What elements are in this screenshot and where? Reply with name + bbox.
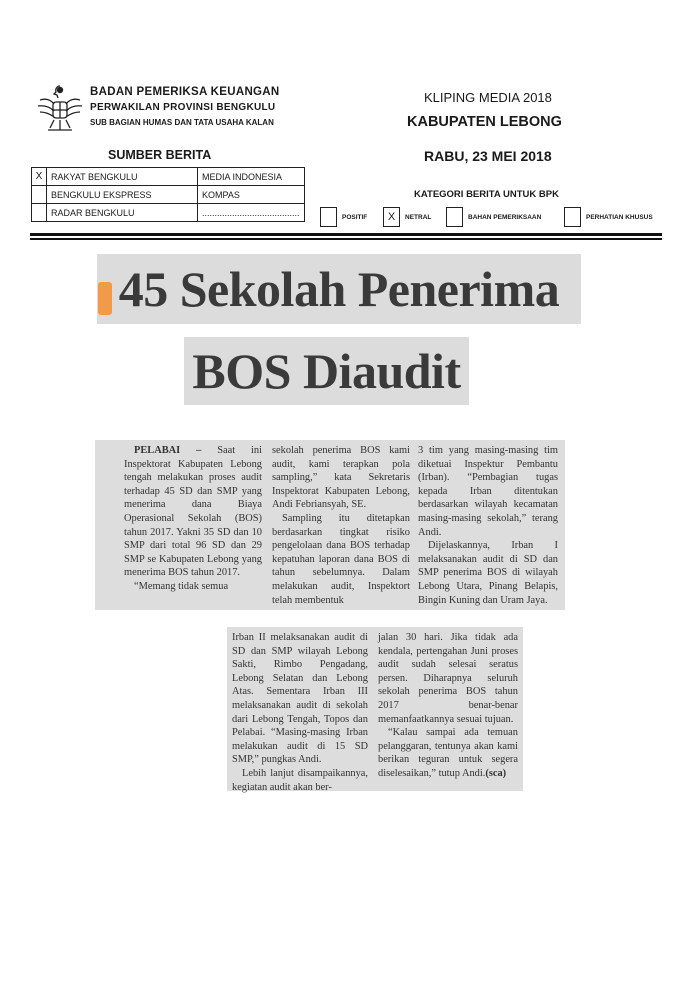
news-source-table [31, 167, 305, 222]
article-column-2 [272, 444, 410, 604]
org-name-line2: PERWAKILAN PROVINSI BENGKULU [90, 102, 276, 113]
header-divider [30, 233, 662, 236]
category-section-title: KATEGORI BERITA UNTUK BPK [414, 189, 559, 200]
source-name: KOMPAS [198, 186, 305, 204]
date-label: RABU, 23 MEI 2018 [424, 148, 552, 164]
byline: (sca) [485, 767, 507, 779]
source-checkbox[interactable]: X [32, 168, 47, 186]
article-paragraph [124, 444, 262, 580]
source-checkbox[interactable] [32, 186, 47, 204]
article-column-3 [418, 444, 558, 604]
source-name: RADAR BENGKULU [47, 204, 198, 222]
kabupaten-title: KABUPATEN LEBONG [407, 114, 562, 130]
highlight-mark [98, 282, 112, 315]
org-name-line3: SUB BAGIAN HUMAS DAN TATA USAHA KALAN [90, 118, 274, 127]
source-name: RAKYAT BENGKULU [47, 168, 198, 186]
article-paragraph: 3 tim yang masing-masing tim diketuai Inspektur Pembantu (Irban). “Pembagian tugas kepada Irban ditentukan berdasarkan wilayah kecamatan masing-masing sekolah,” terang Andi. [418, 445, 558, 538]
article-column-4 [232, 631, 368, 793]
source-checkbox[interactable] [32, 204, 47, 222]
paragraph-text: Saat ini Inspektorat Kabupaten Lebong tengah melakukan proses audit terhadap 45 SD dan SMP yang menerima dana Biaya Operasional Sekolah (BOS) tahun 2017. Yakni 35 SD dan 10 SMP dari total 96 SD dan 29 SMP se Kabupaten Lebong yang menerima BOS tahun 2017. [124, 445, 263, 579]
headline-line1: 45 Sekolah Penerima [97, 254, 581, 324]
category-label: NETRAL [405, 213, 432, 221]
source-name: BENGKULU EKSPRESS [47, 186, 198, 204]
article-paragraph: Lebih lanjut disampaikannya, kegiatan audit akan ber- [232, 767, 368, 793]
source-name: ....................................... [198, 204, 305, 222]
headline-line2: BOS Diaudit [184, 337, 469, 405]
source-section-title: SUMBER BERITA [108, 148, 212, 162]
article-paragraph [378, 726, 518, 780]
category-label: POSITIF [342, 213, 368, 221]
header-divider [30, 238, 662, 240]
category-checkbox[interactable] [446, 207, 463, 227]
category-netral[interactable] [383, 207, 431, 227]
category-perhatian-khusus[interactable] [564, 207, 653, 227]
category-label: PERHATIAN KHUSUS [586, 213, 653, 221]
article-paragraph: jalan 30 hari. Jika tidak ada kendala, pertengahan Juni proses audit sudah selesai seratus persen. Diharapnya seluruh sekolah penerima BOS tahun 2017 benar-benar memanfaatkannya sesuai tujuan. [378, 632, 518, 725]
paragraph-text: “Kalau sampai ada temuan pelanggaran, tentunya akan kami berikan teguran untuk segera diselesaikan,” tutup Andi. [378, 727, 518, 779]
article-paragraph: Dijelaskannya, Irban I melaksanakan audit di SD dan SMP penerima BOS di wilayah Lebong Utara, Pinang Belapis, Bingin Kuning dan Uram Jaya. [418, 540, 558, 606]
article-paragraph: Irban II melaksanakan audit di SD dan SMP wilayah Lebong Sakti, Rimbo Pengadang, Lebong Selatan dan Lebong Atas. Sementara Irban III melaksanakan audit di sekolah dari Lebong Tengah, Topos dan Pelabai. “Masing-masing Irban melakukan audit di 15 SD SMP,” pungkas Andi. [232, 632, 368, 766]
garuda-emblem-icon [36, 80, 84, 134]
article-column-5 [378, 631, 518, 787]
article-paragraph: Sampling itu ditetapkan berdasarkan tingkat risiko pengelolaan dana BOS terhadap kepatuhan laporan dana BOS di tahun sebelumnya. Dalam melakukan audit, Inspektort telah membentuk [272, 512, 410, 606]
category-checkbox[interactable] [564, 207, 581, 227]
category-checkbox[interactable]: X [383, 207, 400, 227]
category-checkbox[interactable] [320, 207, 337, 227]
table-row [32, 186, 305, 204]
org-name-line1: BADAN PEMERIKSA KEUANGAN [90, 86, 280, 98]
kliping-title: KLIPING MEDIA 2018 [424, 90, 552, 105]
article-paragraph: sekolah penerima BOS kami audit, kami terapkan pola sampling,” kata Sekretaris Inspektorat Kabupaten Lebong, Andi Febriansyah, SE. [272, 445, 410, 511]
article-column-1 [124, 444, 262, 604]
table-row [32, 204, 305, 222]
table-row [32, 168, 305, 186]
source-name: MEDIA INDONESIA [198, 168, 305, 186]
category-positif[interactable] [320, 207, 367, 227]
category-bahan-pemeriksaan[interactable] [446, 207, 541, 227]
category-label: BAHAN PEMERIKSAAN [468, 213, 542, 221]
dateline: PELABAI – [134, 445, 202, 456]
article-paragraph: “Memang tidak semua [134, 580, 229, 592]
